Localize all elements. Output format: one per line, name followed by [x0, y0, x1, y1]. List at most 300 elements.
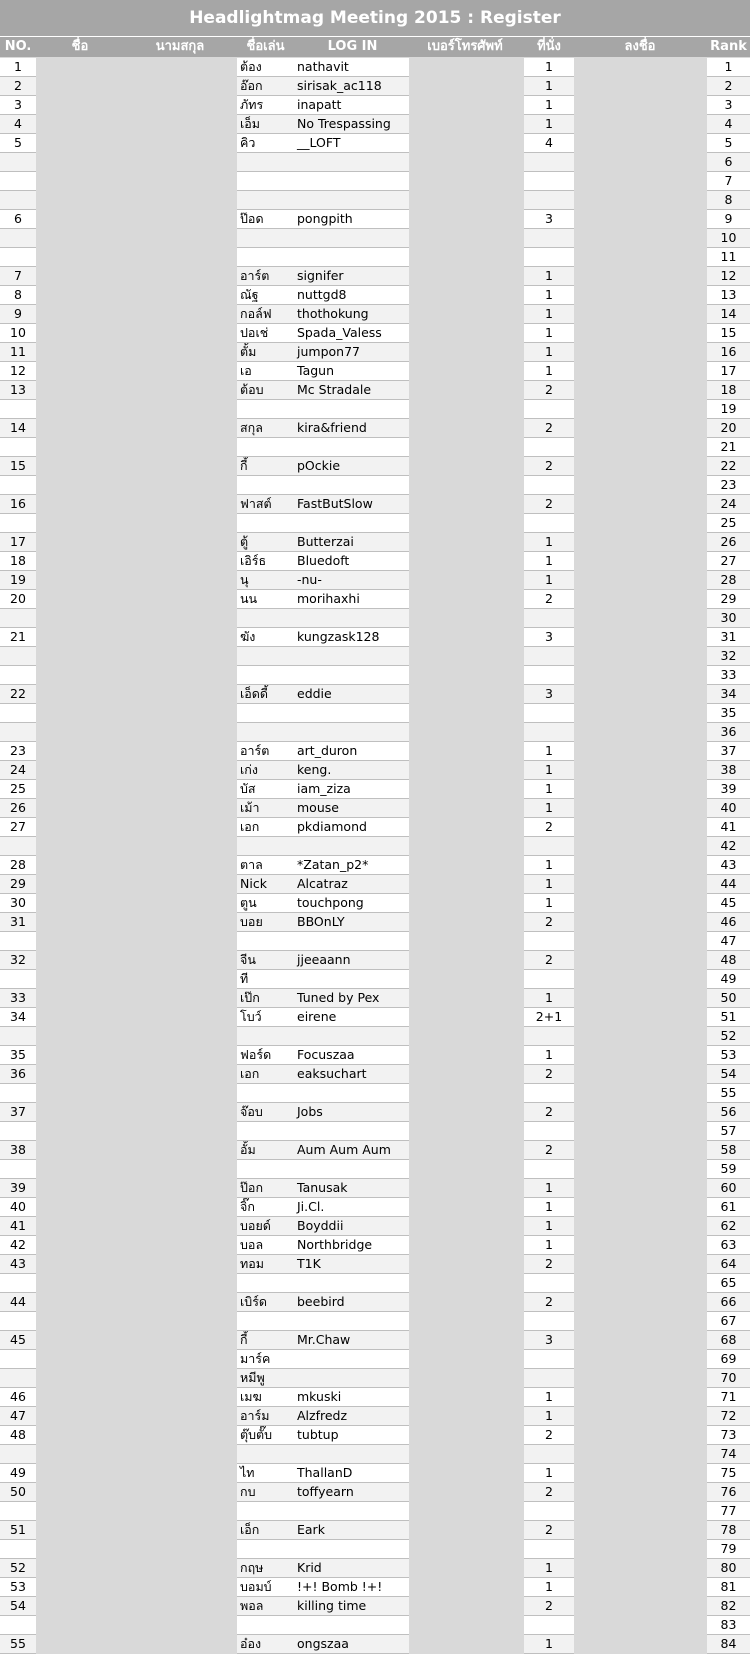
header-rank: Rank [710, 39, 747, 54]
cell-login [294, 666, 409, 685]
cell-nickname: นุ [237, 571, 297, 590]
cell-nickname: อาร์ม [237, 1407, 297, 1426]
cell-seats: 2 [524, 1255, 574, 1274]
cell-nickname: อ๊อก [237, 77, 297, 96]
cell-no: 9 [0, 305, 36, 324]
cell-no: 13 [0, 381, 36, 400]
cell-no: 36 [0, 1065, 36, 1084]
cell-seats [524, 1540, 574, 1559]
cell-no: 38 [0, 1141, 36, 1160]
cell-no: 12 [0, 362, 36, 381]
cell-login: Alzfredz [294, 1407, 409, 1426]
table-row [0, 856, 750, 875]
cell-no [0, 1084, 36, 1103]
cell-no [0, 248, 36, 267]
table-row [0, 818, 750, 837]
cell-rank: 52 [707, 1027, 750, 1046]
cell-rank: 12 [707, 267, 750, 286]
cell-no: 27 [0, 818, 36, 837]
cell-rank: 20 [707, 419, 750, 438]
cell-nickname [237, 400, 297, 419]
cell-seats: 1 [524, 761, 574, 780]
cell-login [294, 723, 409, 742]
cell-login [294, 191, 409, 210]
cell-seats: 1 [524, 856, 574, 875]
cell-login: jjeeaann [294, 951, 409, 970]
cell-no: 35 [0, 1046, 36, 1065]
cell-seats: 1 [524, 115, 574, 134]
cell-no: 46 [0, 1388, 36, 1407]
cell-rank: 26 [707, 533, 750, 552]
cell-rank: 32 [707, 647, 750, 666]
cell-rank: 39 [707, 780, 750, 799]
cell-no: 37 [0, 1103, 36, 1122]
cell-nickname: ฟาสต์ [237, 495, 297, 514]
cell-nickname: คิว [237, 134, 297, 153]
cell-nickname: ฆัง [237, 628, 297, 647]
cell-rank: 53 [707, 1046, 750, 1065]
table-row [0, 96, 750, 115]
cell-no: 39 [0, 1179, 36, 1198]
cell-no [0, 723, 36, 742]
cell-login: Ji.Cl. [294, 1198, 409, 1217]
cell-no [0, 704, 36, 723]
cell-rank: 30 [707, 609, 750, 628]
cell-nickname [237, 191, 297, 210]
cell-nickname [237, 1540, 297, 1559]
cell-login: FastButSlow [294, 495, 409, 514]
header-first-name: ชื่อ [71, 39, 89, 54]
cell-seats [524, 1160, 574, 1179]
cell-seats: 3 [524, 1331, 574, 1350]
cell-no [0, 172, 36, 191]
table-row [0, 1635, 750, 1654]
cell-seats: 2 [524, 1426, 574, 1445]
cell-seats [524, 1502, 574, 1521]
cell-login: Aum Aum Aum [294, 1141, 409, 1160]
cell-rank: 13 [707, 286, 750, 305]
table-row [0, 1141, 750, 1160]
cell-rank: 66 [707, 1293, 750, 1312]
cell-login: tubtup [294, 1426, 409, 1445]
cell-seats: 1 [524, 799, 574, 818]
cell-login: kungzask128 [294, 628, 409, 647]
cell-seats: 2 [524, 457, 574, 476]
cell-no [0, 1616, 36, 1635]
cell-login: toffyearn [294, 1483, 409, 1502]
table-row [0, 153, 750, 172]
cell-login: Mr.Chaw [294, 1331, 409, 1350]
cell-rank: 31 [707, 628, 750, 647]
table-row [0, 191, 750, 210]
cell-seats: 1 [524, 324, 574, 343]
cell-no: 45 [0, 1331, 36, 1350]
cell-no [0, 229, 36, 248]
cell-login: Mc Stradale [294, 381, 409, 400]
table-row [0, 1293, 750, 1312]
cell-nickname: บัส [237, 780, 297, 799]
cell-no [0, 1160, 36, 1179]
header-phone: เบอร์โทรศัพท์ [427, 39, 503, 54]
cell-login [294, 514, 409, 533]
cell-seats [524, 172, 574, 191]
header-last-name: นามสกุล [155, 39, 205, 54]
cell-login: Butterzai [294, 533, 409, 552]
header-signature: ลงชื่อ [624, 39, 656, 54]
cell-no: 2 [0, 77, 36, 96]
cell-nickname: ตุ๊บตั๊บ [237, 1426, 297, 1445]
cell-seats: 1 [524, 552, 574, 571]
cell-login: BBOnLY [294, 913, 409, 932]
cell-rank: 23 [707, 476, 750, 495]
cell-seats: 1 [524, 96, 574, 115]
cell-nickname: สกุล [237, 419, 297, 438]
cell-login [294, 1160, 409, 1179]
table-row [0, 970, 750, 989]
cell-seats: 1 [524, 1635, 574, 1654]
header-nickname: ชื่อเล่น [246, 39, 285, 54]
cell-no [0, 476, 36, 495]
cell-seats [524, 438, 574, 457]
cell-login [294, 1350, 409, 1369]
table-row [0, 666, 750, 685]
cell-seats: 2 [524, 1597, 574, 1616]
table-row [0, 1274, 750, 1293]
register-table [0, 58, 750, 1654]
cell-seats: 1 [524, 989, 574, 1008]
cell-rank: 79 [707, 1540, 750, 1559]
cell-rank: 33 [707, 666, 750, 685]
cell-login [294, 400, 409, 419]
cell-login: Krid [294, 1559, 409, 1578]
cell-nickname: ตูน [237, 894, 297, 913]
cell-no: 23 [0, 742, 36, 761]
cell-nickname: กอล์ฟ [237, 305, 297, 324]
cell-seats: 2 [524, 590, 574, 609]
cell-seats: 1 [524, 1217, 574, 1236]
cell-no [0, 191, 36, 210]
cell-login: Eark [294, 1521, 409, 1540]
cell-rank: 48 [707, 951, 750, 970]
cell-rank: 25 [707, 514, 750, 533]
cell-rank: 60 [707, 1179, 750, 1198]
cell-rank: 16 [707, 343, 750, 362]
table-row [0, 1198, 750, 1217]
cell-login [294, 172, 409, 191]
table-row [0, 286, 750, 305]
cell-login: Bluedoft [294, 552, 409, 571]
cell-no: 48 [0, 1426, 36, 1445]
cell-no: 3 [0, 96, 36, 115]
cell-no [0, 1027, 36, 1046]
cell-rank: 44 [707, 875, 750, 894]
cell-rank: 61 [707, 1198, 750, 1217]
cell-login: kira&friend [294, 419, 409, 438]
cell-rank: 51 [707, 1008, 750, 1027]
cell-login: pkdiamond [294, 818, 409, 837]
cell-rank: 27 [707, 552, 750, 571]
cell-rank: 63 [707, 1236, 750, 1255]
table-row [0, 1160, 750, 1179]
header-login: LOG IN [327, 39, 378, 54]
table-row [0, 1217, 750, 1236]
cell-seats: 1 [524, 780, 574, 799]
cell-login [294, 476, 409, 495]
cell-no [0, 609, 36, 628]
cell-rank: 50 [707, 989, 750, 1008]
cell-seats [524, 609, 574, 628]
table-row [0, 609, 750, 628]
table-row [0, 514, 750, 533]
cell-nickname [237, 438, 297, 457]
column-header-row [0, 37, 750, 57]
table-row [0, 267, 750, 286]
cell-login: morihaxhi [294, 590, 409, 609]
table-row [0, 134, 750, 153]
table-row [0, 1065, 750, 1084]
cell-nickname: อาร์ต [237, 267, 297, 286]
cell-no: 21 [0, 628, 36, 647]
cell-rank: 4 [707, 115, 750, 134]
cell-rank: 55 [707, 1084, 750, 1103]
cell-login [294, 704, 409, 723]
cell-login: Tuned by Pex [294, 989, 409, 1008]
cell-nickname: เป๊ก [237, 989, 297, 1008]
cell-nickname [237, 704, 297, 723]
cell-seats: 2 [524, 1521, 574, 1540]
table-row [0, 58, 750, 77]
cell-nickname: กี้ [237, 1331, 297, 1350]
cell-seats [524, 932, 574, 951]
cell-rank: 82 [707, 1597, 750, 1616]
cell-login: eirene [294, 1008, 409, 1027]
cell-rank: 46 [707, 913, 750, 932]
cell-login [294, 1540, 409, 1559]
cell-rank: 83 [707, 1616, 750, 1635]
table-row [0, 381, 750, 400]
cell-seats: 1 [524, 77, 574, 96]
cell-seats: 1 [524, 1559, 574, 1578]
cell-no: 1 [0, 58, 36, 77]
cell-no: 14 [0, 419, 36, 438]
cell-no: 43 [0, 1255, 36, 1274]
cell-no: 40 [0, 1198, 36, 1217]
cell-no [0, 1540, 36, 1559]
cell-nickname: เมฆ [237, 1388, 297, 1407]
cell-nickname: เอก [237, 1065, 297, 1084]
cell-login [294, 1084, 409, 1103]
table-row [0, 495, 750, 514]
cell-nickname: บอยด์ [237, 1217, 297, 1236]
cell-nickname [237, 248, 297, 267]
cell-login: Tagun [294, 362, 409, 381]
cell-rank: 41 [707, 818, 750, 837]
cell-rank: 28 [707, 571, 750, 590]
cell-login: T1K [294, 1255, 409, 1274]
cell-nickname: บอมบ์ [237, 1578, 297, 1597]
cell-rank: 40 [707, 799, 750, 818]
cell-seats: 1 [524, 286, 574, 305]
cell-seats: 2 [524, 1293, 574, 1312]
cell-rank: 34 [707, 685, 750, 704]
cell-nickname: จีน [237, 951, 297, 970]
cell-login [294, 932, 409, 951]
cell-login: thothokung [294, 305, 409, 324]
cell-nickname [237, 514, 297, 533]
cell-rank: 38 [707, 761, 750, 780]
cell-login [294, 1122, 409, 1141]
cell-login: jumpon77 [294, 343, 409, 362]
table-row [0, 875, 750, 894]
cell-rank: 67 [707, 1312, 750, 1331]
cell-nickname: เอ็ม [237, 115, 297, 134]
table-row [0, 1179, 750, 1198]
cell-seats: 1 [524, 1464, 574, 1483]
table-row [0, 1616, 750, 1635]
cell-no: 52 [0, 1559, 36, 1578]
cell-nickname: ภัทร [237, 96, 297, 115]
cell-login: Northbridge [294, 1236, 409, 1255]
cell-seats [524, 400, 574, 419]
cell-rank: 58 [707, 1141, 750, 1160]
cell-rank: 78 [707, 1521, 750, 1540]
cell-nickname: ไท [237, 1464, 297, 1483]
cell-nickname [237, 837, 297, 856]
cell-nickname [237, 647, 297, 666]
cell-seats: 3 [524, 210, 574, 229]
cell-login: killing time [294, 1597, 409, 1616]
cell-nickname: เอ [237, 362, 297, 381]
cell-seats: 2 [524, 495, 574, 514]
cell-rank: 11 [707, 248, 750, 267]
cell-seats [524, 1084, 574, 1103]
cell-nickname: จิ๊ก [237, 1198, 297, 1217]
cell-no: 55 [0, 1635, 36, 1654]
cell-seats: 2 [524, 951, 574, 970]
table-row [0, 1540, 750, 1559]
cell-login [294, 1445, 409, 1464]
cell-seats [524, 1122, 574, 1141]
table-row [0, 742, 750, 761]
cell-no: 8 [0, 286, 36, 305]
cell-login: -nu- [294, 571, 409, 590]
table-row [0, 476, 750, 495]
table-row [0, 1502, 750, 1521]
table-row [0, 172, 750, 191]
cell-rank: 6 [707, 153, 750, 172]
cell-no [0, 400, 36, 419]
cell-rank: 81 [707, 1578, 750, 1597]
table-row [0, 1464, 750, 1483]
cell-nickname: จ๊อบ [237, 1103, 297, 1122]
cell-seats: 1 [524, 267, 574, 286]
cell-nickname [237, 1122, 297, 1141]
sheet-title: Headlightmag Meeting 2015 : Register [0, 0, 750, 37]
cell-login: sirisak_ac118 [294, 77, 409, 96]
cell-rank: 47 [707, 932, 750, 951]
cell-seats: 1 [524, 742, 574, 761]
cell-rank: 14 [707, 305, 750, 324]
cell-login: No Trespassing [294, 115, 409, 134]
table-row [0, 1008, 750, 1027]
cell-seats: 3 [524, 685, 574, 704]
cell-rank: 37 [707, 742, 750, 761]
table-row [0, 1559, 750, 1578]
cell-no: 44 [0, 1293, 36, 1312]
table-row [0, 1027, 750, 1046]
cell-login: Jobs [294, 1103, 409, 1122]
cell-no [0, 1502, 36, 1521]
cell-login: nathavit [294, 58, 409, 77]
table-row [0, 362, 750, 381]
cell-no [0, 1350, 36, 1369]
table-row [0, 1597, 750, 1616]
cell-nickname [237, 1616, 297, 1635]
table-row [0, 1578, 750, 1597]
cell-rank: 65 [707, 1274, 750, 1293]
cell-no [0, 438, 36, 457]
cell-nickname: ต้อบ [237, 381, 297, 400]
cell-nickname [237, 1502, 297, 1521]
cell-login: Spada_Valess [294, 324, 409, 343]
cell-login: __LOFT [294, 134, 409, 153]
cell-no: 54 [0, 1597, 36, 1616]
cell-rank: 54 [707, 1065, 750, 1084]
cell-nickname: โบว์ [237, 1008, 297, 1027]
cell-no: 49 [0, 1464, 36, 1483]
cell-seats [524, 1350, 574, 1369]
cell-seats: 1 [524, 58, 574, 77]
cell-login: ongszaa [294, 1635, 409, 1654]
cell-nickname: อั้ม [237, 1141, 297, 1160]
cell-login: art_duron [294, 742, 409, 761]
cell-nickname: Nick [237, 875, 297, 894]
header-seats: ที่นั่ง [537, 39, 561, 54]
cell-seats: 2 [524, 1103, 574, 1122]
cell-login [294, 609, 409, 628]
cell-rank: 49 [707, 970, 750, 989]
cell-login [294, 1369, 409, 1388]
cell-rank: 10 [707, 229, 750, 248]
cell-login [294, 647, 409, 666]
cell-login: iam_ziza [294, 780, 409, 799]
cell-nickname [237, 1445, 297, 1464]
cell-no [0, 514, 36, 533]
table-row [0, 324, 750, 343]
cell-seats: 2 [524, 1065, 574, 1084]
cell-rank: 45 [707, 894, 750, 913]
cell-nickname [237, 153, 297, 172]
cell-rank: 57 [707, 1122, 750, 1141]
table-row [0, 913, 750, 932]
cell-no: 19 [0, 571, 36, 590]
cell-seats: 1 [524, 1236, 574, 1255]
cell-seats: 1 [524, 533, 574, 552]
table-row [0, 1084, 750, 1103]
cell-seats: 1 [524, 875, 574, 894]
table-row [0, 1521, 750, 1540]
cell-nickname: ตั้ม [237, 343, 297, 362]
cell-rank: 18 [707, 381, 750, 400]
cell-nickname [237, 666, 297, 685]
cell-rank: 71 [707, 1388, 750, 1407]
table-row [0, 799, 750, 818]
table-row [0, 685, 750, 704]
cell-seats: 1 [524, 571, 574, 590]
cell-no: 33 [0, 989, 36, 1008]
table-row [0, 1483, 750, 1502]
cell-seats [524, 1027, 574, 1046]
